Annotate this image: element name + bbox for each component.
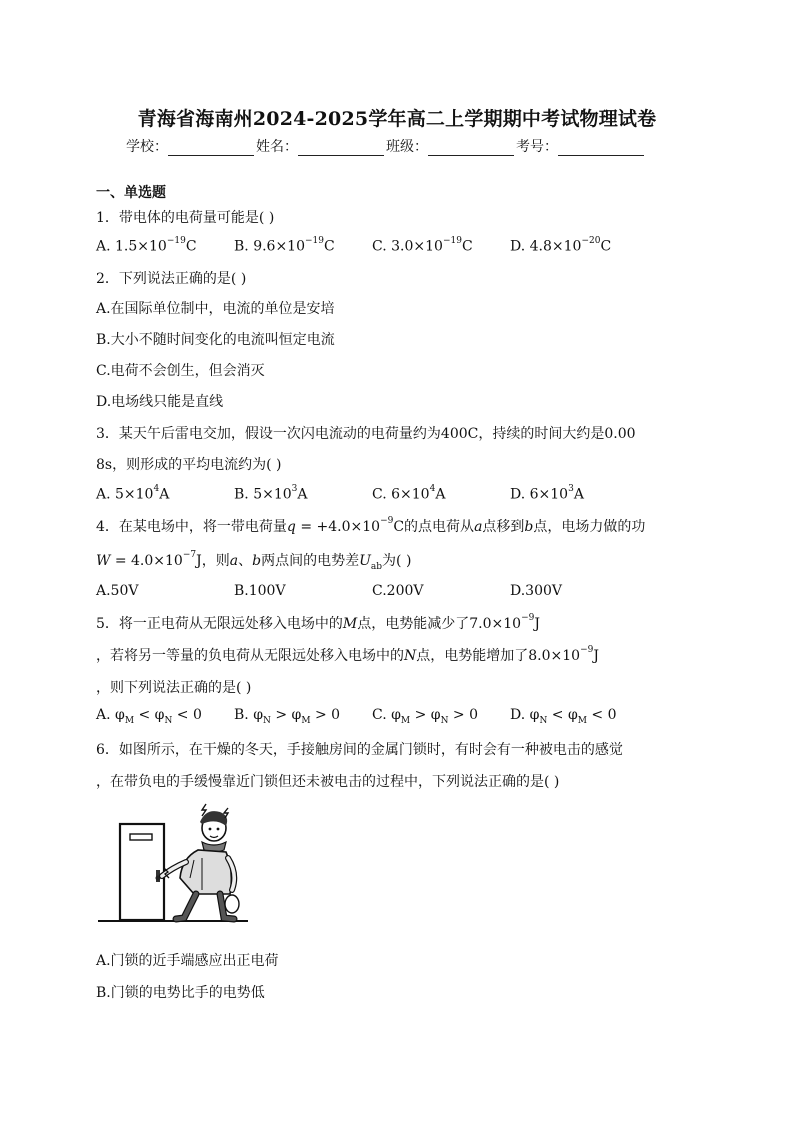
- name-blank[interactable]: [298, 139, 384, 156]
- q4-s2a: W: [96, 553, 111, 569]
- question-4-option-b: B.100V: [234, 583, 286, 599]
- q4-s1g: 点移到: [482, 519, 525, 535]
- q5-s2b: N: [404, 648, 417, 664]
- question-3-option-d: [510, 486, 584, 503]
- q4-s1i: 点，电场力做的功: [533, 519, 646, 535]
- q3-a-unit: A: [159, 486, 170, 503]
- q5-s1c: 点，电势能减少了: [357, 616, 470, 632]
- q5-b-3: > 0: [310, 707, 341, 723]
- number-label: 考号：: [516, 139, 558, 155]
- q4-s2j: ab: [370, 561, 383, 572]
- q5-s2c: 点，电势能增加了: [416, 648, 529, 664]
- question-2-option-b: B.大小不随时间变化的电流叫恒定电流: [96, 332, 335, 348]
- q4-s1a: 4．在某电场中，将一带电荷量: [96, 519, 287, 535]
- student-info-row: [126, 136, 646, 156]
- q5-a-1: A. φ: [96, 707, 125, 723]
- q5-a-2: < φ: [134, 707, 165, 723]
- q1-c-base: C. 3.0×10: [372, 238, 443, 255]
- q3-c-unit: A: [435, 486, 446, 503]
- question-3-option-b: [234, 486, 308, 503]
- q3-d-exp: 3: [568, 484, 574, 494]
- q5-s1f: J: [534, 616, 540, 632]
- door-lock-shock-illustration: [98, 798, 248, 930]
- question-2-option-a: A.在国际单位制中，电流的单位是安培: [96, 301, 335, 317]
- q5-d-1: D. φ: [510, 707, 540, 723]
- q5-d-2: < φ: [547, 707, 578, 723]
- q1-d-base: D. 4.8×10: [510, 238, 582, 255]
- question-3-option-c: [372, 486, 445, 503]
- question-4-option-c: C.200V: [372, 583, 424, 599]
- q1-d-exp: −20: [581, 236, 601, 246]
- class-label: 班级：: [386, 139, 428, 155]
- section-heading: 一、单选题: [96, 185, 166, 201]
- question-1-option-c: [372, 238, 473, 255]
- q5-s1e: −9: [521, 613, 535, 624]
- q5-b-s2: M: [301, 715, 311, 726]
- q4-s2i: U: [359, 553, 371, 569]
- q3-d-unit: A: [573, 486, 584, 503]
- q5-s2a: ，若将另一等量的负电荷从无限远处移入电场中的: [96, 648, 404, 664]
- q3-b-unit: A: [297, 486, 308, 503]
- question-5-stem-line-1: [96, 613, 540, 633]
- q1-a-unit: C: [185, 238, 197, 255]
- q5-d-s1: N: [539, 715, 548, 726]
- q4-s2d: J，则: [196, 553, 230, 569]
- name-label: 姓名：: [256, 139, 298, 155]
- q4-s2k: 为( ): [382, 553, 412, 569]
- question-5-option-b: [234, 707, 340, 726]
- q3-a-base: A. 5×10: [96, 486, 154, 503]
- q5-s1a: 5．将一正电荷从无限远处移入电场中的: [96, 616, 343, 632]
- q5-a-s1: M: [124, 715, 135, 726]
- question-3-stem-line-1: 3．某天午后雷电交加，假设一次闪电流动的电荷量约为400C，持续的时间大约是0.00: [96, 426, 636, 442]
- q5-d-3: < 0: [586, 707, 617, 723]
- q5-c-s2: N: [440, 715, 449, 726]
- q5-c-s1: M: [400, 715, 411, 726]
- school-blank[interactable]: [168, 139, 254, 156]
- q1-b-base: B. 9.6×10: [234, 238, 305, 255]
- question-3-option-a: [96, 486, 169, 503]
- question-5-stem-line-2: [96, 645, 599, 665]
- q5-s2f: J: [593, 648, 599, 664]
- q5-b-s1: N: [263, 715, 271, 726]
- q3-a-exp: 4: [153, 484, 160, 494]
- q1-b-exp: −19: [305, 236, 324, 246]
- q4-s2f: 、: [238, 553, 253, 569]
- question-1-stem: 1．带电体的电荷量可能是( ): [96, 210, 275, 226]
- question-2-option-c: C.电荷不会创生，但会消灭: [96, 363, 265, 379]
- class-blank[interactable]: [428, 139, 514, 156]
- question-5-option-a: [96, 707, 202, 726]
- question-4-stem-line-2: [96, 550, 411, 572]
- question-2-stem: 2．下列说法正确的是( ): [96, 271, 247, 287]
- q4-s2h: 两点间的电势差: [261, 553, 360, 569]
- question-1-option-a: [96, 238, 197, 255]
- q4-s2g: b: [252, 553, 262, 569]
- question-5-stem-line-3: ，则下列说法正确的是( ): [96, 680, 252, 696]
- q3-b-exp: 3: [291, 484, 298, 494]
- q1-a-base: A. 1.5×10: [96, 238, 167, 255]
- q5-s1d: 7.0×10: [469, 616, 522, 632]
- q4-s2c: −7: [182, 550, 197, 561]
- q4-s1h: b: [524, 519, 534, 535]
- question-5-option-d: [510, 707, 617, 726]
- question-2-option-d: D.电场线只能是直线: [96, 394, 224, 410]
- number-blank[interactable]: [558, 139, 644, 156]
- q4-s2b: = 4.0×10: [110, 553, 183, 569]
- q5-s2d: 8.0×10: [528, 648, 581, 664]
- question-4-stem-line-1: [96, 516, 645, 536]
- question-6-stem-line-2: ，在带负电的手缓慢靠近门锁但还未被电击的过程中，下列说法正确的是( ): [96, 774, 560, 790]
- q5-b-1: B. φ: [234, 707, 263, 723]
- q4-s2e: a: [229, 553, 239, 569]
- q5-c-3: > 0: [448, 707, 478, 723]
- q3-b-base: B. 5×10: [234, 486, 292, 503]
- q5-s2e: −9: [580, 645, 594, 656]
- question-1-option-d: [510, 238, 611, 255]
- question-3-stem-line-2: 8s，则形成的平均电流约为( ): [96, 457, 282, 473]
- q3-c-exp: 4: [429, 484, 436, 494]
- q3-c-base: C. 6×10: [372, 486, 430, 503]
- q4-s1d: −9: [380, 516, 394, 527]
- q4-s1f: a: [474, 519, 483, 535]
- q4-s1b: q: [286, 519, 296, 535]
- question-6-stem-line-1: 6．如图所示，在干燥的冬天，手接触房间的金属门锁时，有时会有一种被电击的感觉: [96, 742, 623, 758]
- question-6-option-b: B.门锁的电势比手的电势低: [96, 985, 265, 1001]
- question-6-option-a: A.门锁的近手端感应出正电荷: [96, 953, 279, 969]
- q3-d-base: D. 6×10: [510, 486, 569, 503]
- q5-a-3: < 0: [172, 707, 202, 723]
- q4-s1c: = +4.0×10: [295, 519, 381, 535]
- question-4-option-a: A.50V: [96, 583, 139, 599]
- q5-b-2: > φ: [270, 707, 302, 723]
- question-5-option-c: [372, 707, 478, 726]
- q5-s1b: M: [342, 616, 358, 632]
- question-4-option-d: D.300V: [510, 583, 563, 599]
- school-label: 学校：: [126, 139, 168, 155]
- q1-c-unit: C: [461, 238, 473, 255]
- q5-a-s2: N: [164, 715, 173, 726]
- q1-c-exp: −19: [442, 236, 462, 246]
- question-1-option-b: [234, 238, 335, 255]
- q1-d-unit: C: [600, 238, 612, 255]
- q5-d-s2: M: [577, 715, 587, 726]
- q1-b-unit: C: [324, 238, 335, 255]
- page-title: 青海省海南州2024-2025学年高二上学期期中考试物理试卷: [137, 108, 657, 130]
- q5-c-2: > φ: [410, 707, 441, 723]
- q1-a-exp: −19: [166, 236, 186, 246]
- q5-c-1: C. φ: [372, 707, 401, 723]
- q4-s1e: C的点电荷从: [393, 519, 475, 535]
